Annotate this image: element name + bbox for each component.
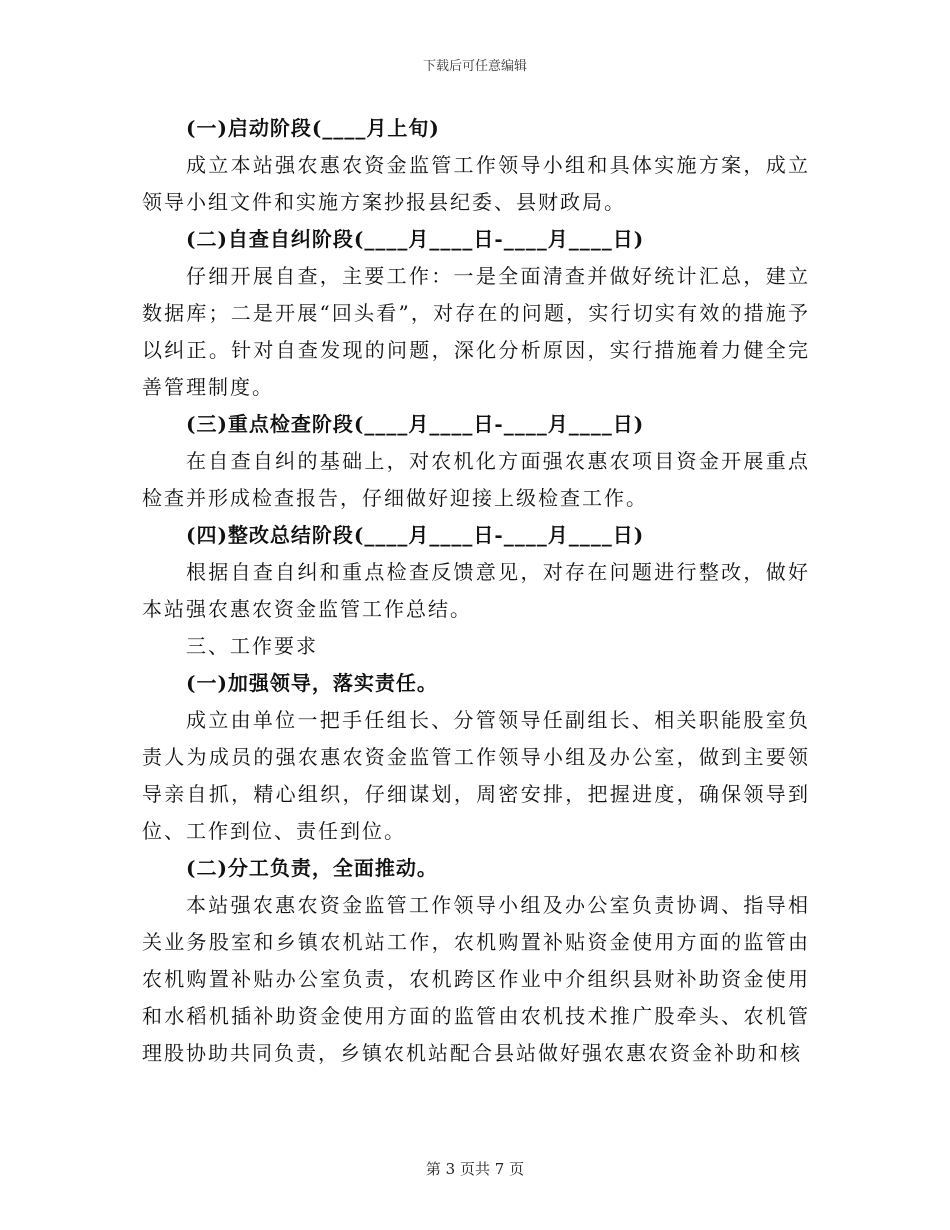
paragraph-key-inspection-stage: 在自查自纠的基础上，对农机化方面强农惠农项目资金开展重点检查并形成检查报告，仔细做好迎接上级检查工作。 (142, 449, 810, 510)
heading-strengthen-leadership: (一)加强领导，落实责任。 (186, 671, 438, 695)
paragraph-rectification-stage: 根据自查自纠和重点检查反馈意见，对存在问题进行整改，做好本站强农惠农资金监管工作总结。 (142, 560, 810, 621)
page-number-footer: 第 3 页共 7 页 (425, 1160, 525, 1178)
heading-key-inspection-stage: (三)重点检查阶段(____月____日-____月____日) (186, 412, 645, 436)
paragraph-strengthen-leadership: 成立由单位一把手任组长、分管领导任副组长、相关职能股室负责人为成员的强农惠农资金监管工作领导小组及办公室，做到主要领导亲自抓，精心组织，仔细谋划，周密安排，把握进度，确保领导到位、工作到位、责任到位。 (142, 708, 810, 843)
paragraph-division-of-labor: 本站强农惠农资金监管工作领导小组及办公室负责协调、指导相关业务股室和乡镇农机站工作，农机购置补贴资金使用方面的监管由农机购置补贴办公室负责，农机跨区作业中介组织县财补助资金使用和水稻机插补助资金使用方面的监管由农机技术推广股牵头、农机管理股协助共同负责，乡镇农机站配合县站做好强农惠农资金补助和核 (142, 893, 810, 1065)
heading-self-check-stage: (二)自查自纠阶段(____月____日-____月____日) (186, 227, 645, 251)
heading-startup-stage: (一)启动阶段(____月上旬) (186, 116, 440, 140)
paragraph-self-check-stage: 仔细开展自查，主要工作：一是全面清查并做好统计汇总，建立数据库；二是开展“回头看”，对存在的问题，实行切实有效的措施予以纠正。针对自查发现的问题，深化分析原因，实行措施着力健全完善管理制度。 (142, 264, 810, 399)
page-header-note: 下载后可任意编辑 (422, 59, 527, 74)
heading-rectification-stage: (四)整改总结阶段(____月____日-____月____日) (186, 523, 645, 547)
paragraph-startup-stage: 成立本站强农惠农资金监管工作领导小组和具体实施方案，成立领导小组文件和实施方案抄报县纪委、县财政局。 (142, 153, 810, 214)
section-heading-work-requirements: 三、工作要求 (186, 634, 318, 658)
heading-division-of-labor: (二)分工负责，全面推动。 (186, 856, 438, 880)
document-body (142, 110, 810, 1072)
